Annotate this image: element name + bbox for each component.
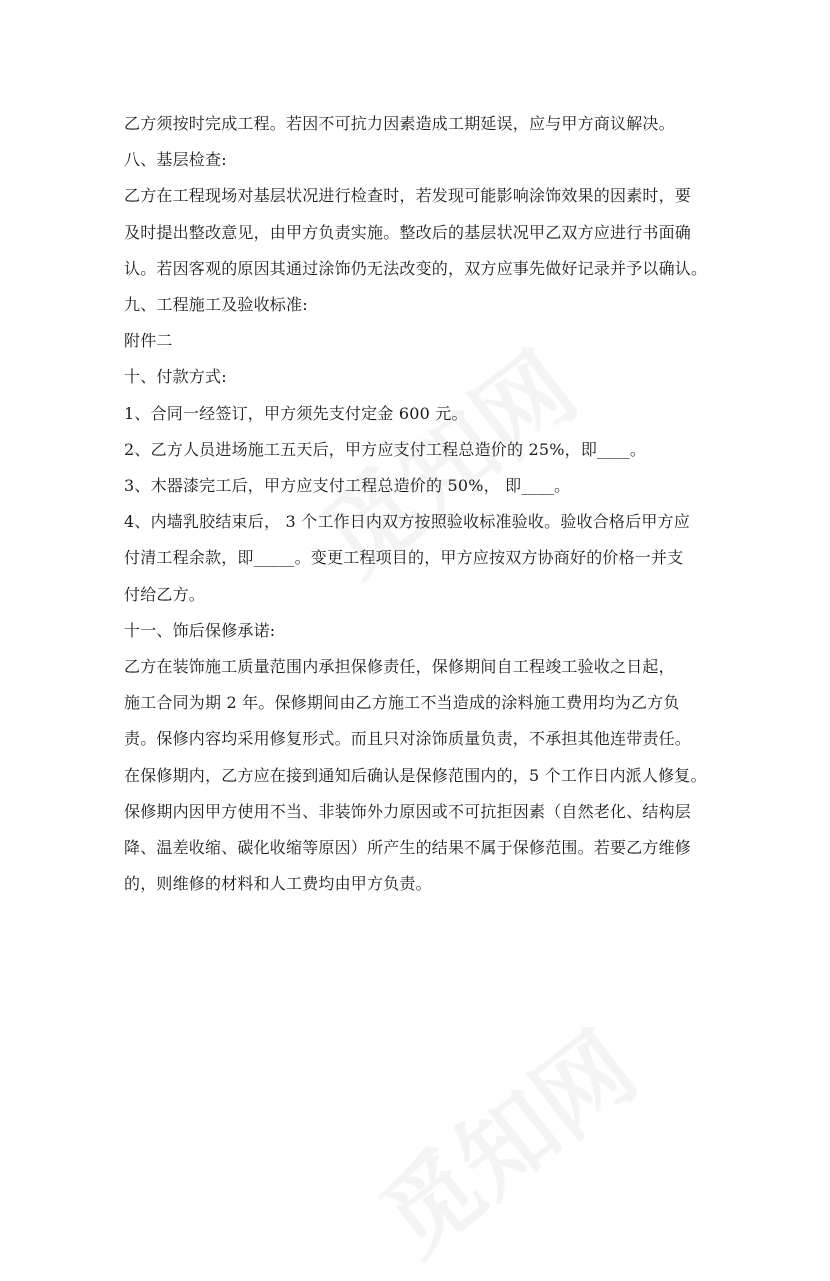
paragraph-line: 在保修期内，乙方应在接到通知后确认是保修范围内的，5 个工作日内派人修复。 — [124, 765, 707, 785]
document-body — [124, 106, 714, 902]
paragraph-line: 认。若因客观的原因其通过涂饰仍无法改变的，双方应事先做好记录并予以确认。 — [124, 258, 708, 278]
paragraph-line: 乙方在装饰施工质量范围内承担保修责任，保修期间自工程竣工验收之日起， — [124, 657, 675, 677]
list-item: 4、内墙乳胶结束后， 3 个工作日内双方按照验收标准验收。验收合格后甲方应 — [124, 512, 690, 532]
list-item: 1、合同一经签订，甲方须先支付定金 600 元。 — [124, 403, 468, 423]
list-item: 3、木器漆完工后，甲方应支付工程总造价的 50%， 即____。 — [124, 476, 571, 496]
paragraph-line: 附件二 — [124, 331, 173, 351]
section-heading: 九、工程施工及验收标准: — [124, 295, 308, 315]
paragraph-line: 及时提出整改意见，由甲方负责实施。整改后的基层状况甲乙双方应进行书面确 — [124, 222, 692, 242]
paragraph-line: 责。保修内容均采用修复形式。而且只对涂饰质量负责，不承担其他连带责任。 — [124, 729, 692, 749]
paragraph-line: 保修期内因甲方使用不当、非装饰外力原因或不可抗拒因素（自然老化、结构层 — [124, 801, 692, 821]
section-heading: 八、基层检查: — [124, 150, 227, 170]
paragraph-line: 的，则维修的材料和人工费均由甲方负责。 — [124, 874, 432, 894]
paragraph-line: 降、温差收缩、碳化收缩等原因）所产生的结果不属于保修范围。若要乙方维修 — [124, 838, 692, 858]
paragraph-line: 乙方须按时完成工程。若因不可抗力因素造成工期延误，应与甲方商议解决。 — [124, 114, 675, 133]
paragraph-line: 乙方在工程现场对基层状况进行检查时，若发现可能影响涂饰效果的因素时，要 — [124, 186, 692, 206]
watermark — [348, 996, 659, 1281]
paragraph-line: 付清工程余款，即_____。变更工程项目的，甲方应按双方协商好的价格一并支 — [124, 548, 684, 568]
section-heading: 十一、饰后保修承诺: — [124, 620, 276, 640]
section-heading: 十、付款方式: — [124, 367, 227, 387]
paragraph-line: 施工合同为期 2 年。保修期间由乙方施工不当造成的涂料施工费用均为乙方负 — [124, 693, 680, 713]
paragraph-line: 付给乙方。 — [124, 584, 206, 604]
list-item: 2、乙方人员进场施工五天后，甲方应支付工程总造价的 25%，即____。 — [124, 439, 647, 459]
